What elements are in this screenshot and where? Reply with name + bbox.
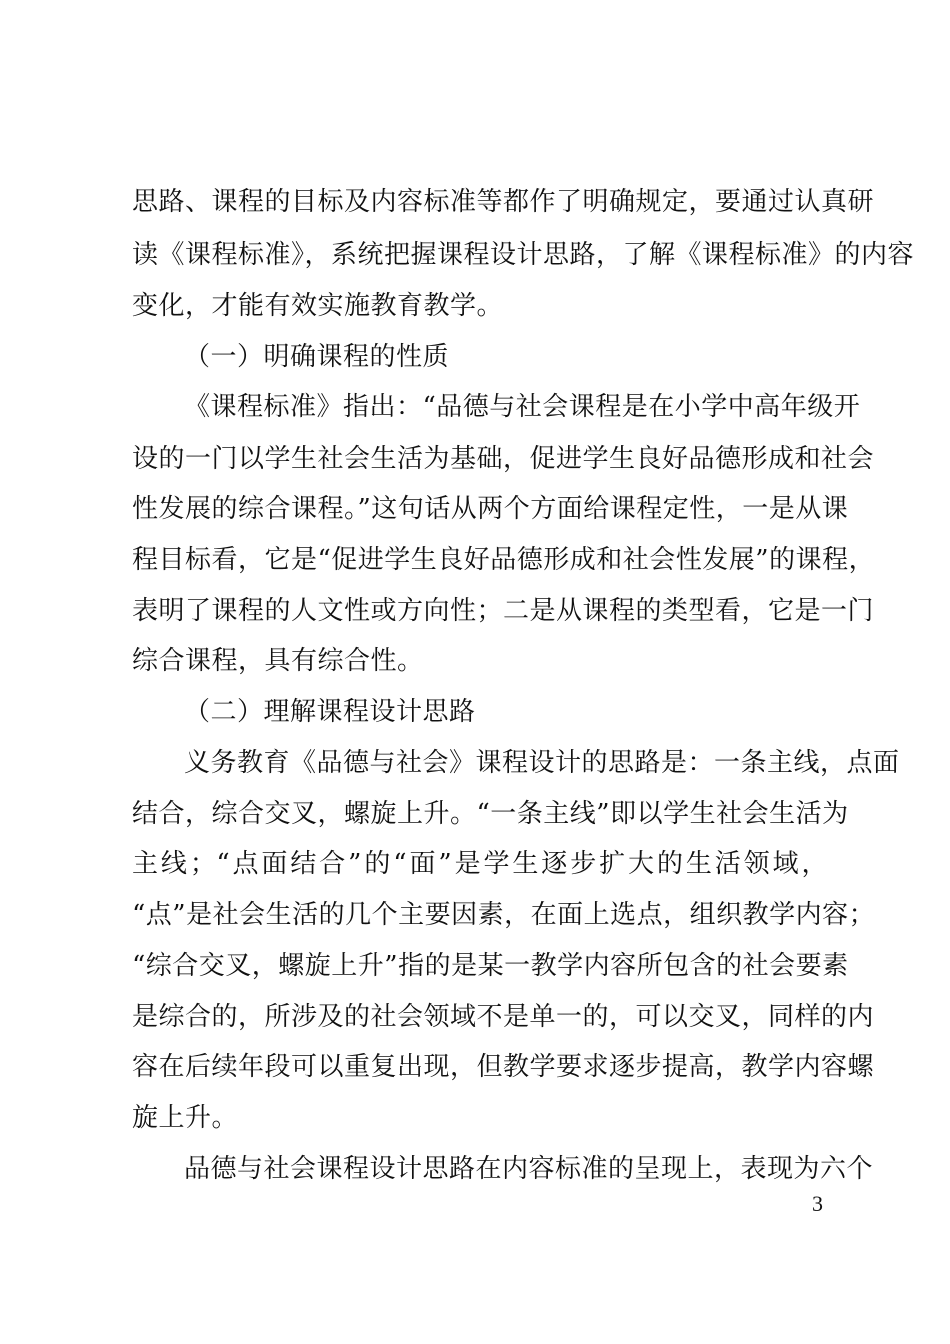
section-heading: （二）理解课程设计思路 [184, 697, 476, 727]
body-text-line: 容在后续年段可以重复出现，但教学要求逐步提高，教学内容螺 [132, 1052, 875, 1082]
body-text-line: 主线；“点面结合”的“面”是学生逐步扩大的生活领域， [132, 849, 828, 879]
section-heading: （一）明确课程的性质 [184, 342, 450, 372]
body-text-line: 设的一门以学生社会生活为基础，促进学生良好品德形成和社会 [132, 444, 875, 474]
body-text-line: 变化，才能有效实施教育教学。 [132, 291, 504, 321]
body-text-line: 品德与社会课程设计思路在内容标准的呈现上，表现为六个 [184, 1154, 874, 1184]
body-text-line: 程目标看，它是“促进学生良好品德形成和社会性发展”的课程， [132, 545, 876, 575]
body-text-line: 旋上升。 [132, 1103, 239, 1133]
body-text-line: 思路、课程的目标及内容标准等都作了明确规定，要通过认真研 [132, 187, 875, 217]
body-text-line: 结合，综合交叉，螺旋上升。“一条主线”即以学生社会生活为 [132, 799, 849, 829]
body-text-line: 是综合的，所涉及的社会领域不是单一的，可以交叉，同样的内 [132, 1002, 875, 1032]
body-text-line: 表明了课程的人文性或方向性；二是从课程的类型看，它是一门 [132, 596, 875, 626]
body-text-line: 读《课程标准》，系统把握课程设计思路，了解《课程标准》的内容 [132, 240, 915, 270]
body-text-line: “综合交叉，螺旋上升”指的是某一教学内容所包含的社会要素 [132, 951, 849, 981]
body-text-line: “点”是社会生活的几个主要因素，在面上选点，组织教学内容； [132, 900, 876, 930]
body-text-line: 性发展的综合课程。”这句话从两个方面给课程定性，一是从课 [132, 494, 849, 524]
body-text-line: 义务教育《品德与社会》课程设计的思路是：一条主线，点面 [184, 748, 900, 778]
page-number: 3 [812, 1191, 823, 1216]
body-text-line: 《课程标准》指出：“品德与社会课程是在小学中高年级开 [184, 392, 861, 422]
body-text-line: 综合课程，具有综合性。 [132, 646, 424, 676]
